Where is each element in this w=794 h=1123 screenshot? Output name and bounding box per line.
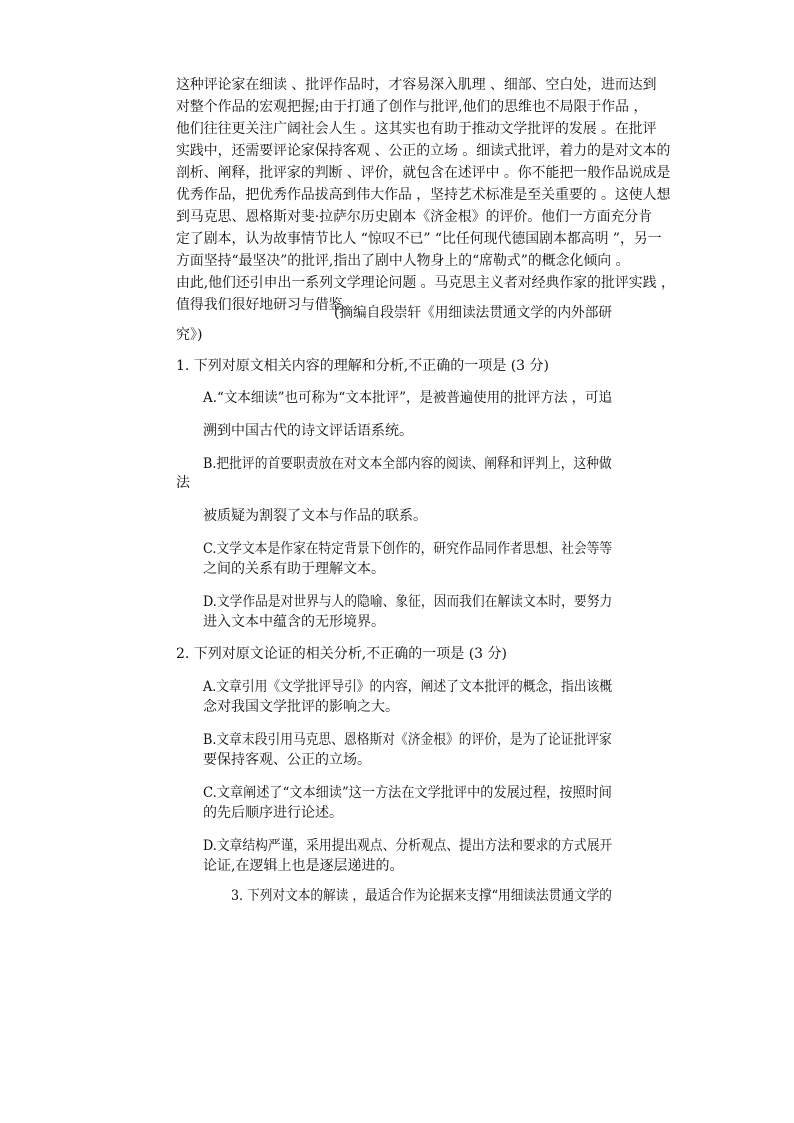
- question-1-option-c: C.文学文本是作家在特定背景下创作的，研究作品同作者思想、社会等等: [203, 541, 613, 557]
- passage-line: 方面坚持“最坚决”的批评,指出了剧中人物身上的“席勒式”的概念化倾向 。: [176, 253, 630, 269]
- question-1-option-d-continued: 进入文本中蕴含的无形境界。: [203, 614, 385, 630]
- question-3-stem: 3. 下列对文本的解读 ，最适合作为论据来支撑“用细读法贯通文学的: [231, 888, 612, 904]
- passage-line: 到马克思、恩格斯对斐·拉萨尔历史剧本《济金根》的评价。他们一方面充分肯: [176, 209, 653, 225]
- question-2-option-c: C.文章阐述了“文本细读”这一方法在文学批评中的发展过程，按照时间: [203, 785, 612, 801]
- question-2-option-a: A.文章引用《文学批评导引》的内容，阐述了文本批评的概念，指出该概: [203, 679, 613, 695]
- question-1-option-c-continued: 之间的关系有助于理解文本。: [203, 561, 385, 577]
- question-1-option-b-wrap: 法: [176, 475, 190, 491]
- source-citation: (摘编自段崇轩《用细读法贯通文学的内外部研: [334, 305, 613, 321]
- passage-line: 由此,他们还引申出一系列文学理论问题 。马克思主义者对经典作家的批评实践 ，: [176, 275, 675, 291]
- question-1-option-b: B.把批评的首要职责放在对文本全部内容的阅读、阐释和评判上，这种做: [203, 456, 612, 472]
- question-1-stem: 1. 下列对原文相关内容的理解和分析,不正确的一项是 (3 分): [176, 358, 549, 374]
- passage-line: 实践中，还需要评论家保持客观 、公正的立场 。细读式批评，着力的是对文本的: [176, 143, 671, 159]
- passage-body: [176, 74, 675, 316]
- question-2-option-a-continued: 念对我国文学批评的影响之大。: [203, 699, 399, 715]
- question-1-option-b-continued: 被质疑为割裂了文本与作品的联系。: [203, 508, 427, 524]
- question-1-option-a-continued: 溯到中国古代的诗文评话语系统。: [203, 423, 413, 439]
- passage-line: 值得我们很好地研习与借鉴。: [176, 297, 357, 313]
- passage-line: 这种评论家在细读 、批评作品时，才容易深入肌理 、细部、空白处，进而达到: [176, 77, 657, 93]
- question-2-stem: 2. 下列对原文论证的相关分析,不正确的一项是 (3 分): [176, 646, 507, 662]
- passage-line: 定了剧本，认为故事情节比人 “惊叹不已” “比任何现代德国剧本都高明 ”，另一: [176, 231, 662, 247]
- passage-line: 对整个作品的宏观把握;由于打通了创作与批评,他们的思维也不局限于作品 ，: [176, 99, 648, 115]
- question-1-option-a: A.“文本细读”也可称为“文本批评”，是被普遍使用的批评方法 ，可追: [203, 390, 613, 406]
- question-2-option-c-continued: 的先后顺序进行论述。: [203, 805, 343, 821]
- question-2-option-b: B.文章末段引用马克思、恩格斯对《济金根》的评价，是为了论证批评家: [203, 732, 612, 748]
- source-citation-continued: 究》): [176, 327, 203, 343]
- question-2-option-d: D.文章结构严谨，采用提出观点、分析观点、提出方法和要求的方式展开: [203, 838, 613, 854]
- passage-line: 剖析、阐释，批评家的判断 、评价，就包含在述评中 。你不能把一般作品说成是: [176, 165, 671, 181]
- passage-line: 优秀作品，把优秀作品拔高到伟大作品 ，坚持艺术标准是至关重要的 。这使人想: [176, 187, 671, 203]
- question-1-option-d: D.文学作品是对世界与人的隐喻、象征，因而我们在解读文本时，要努力: [203, 594, 613, 610]
- question-2-option-d-continued: 论证,在逻辑上也是逐层递进的。: [203, 858, 404, 874]
- question-2-option-b-continued: 要保持客观、公正的立场。: [203, 752, 371, 768]
- passage-line: 他们往往更关注广阔社会人生 。这其实也有助于推动文学批评的发展 。在批评: [176, 121, 657, 137]
